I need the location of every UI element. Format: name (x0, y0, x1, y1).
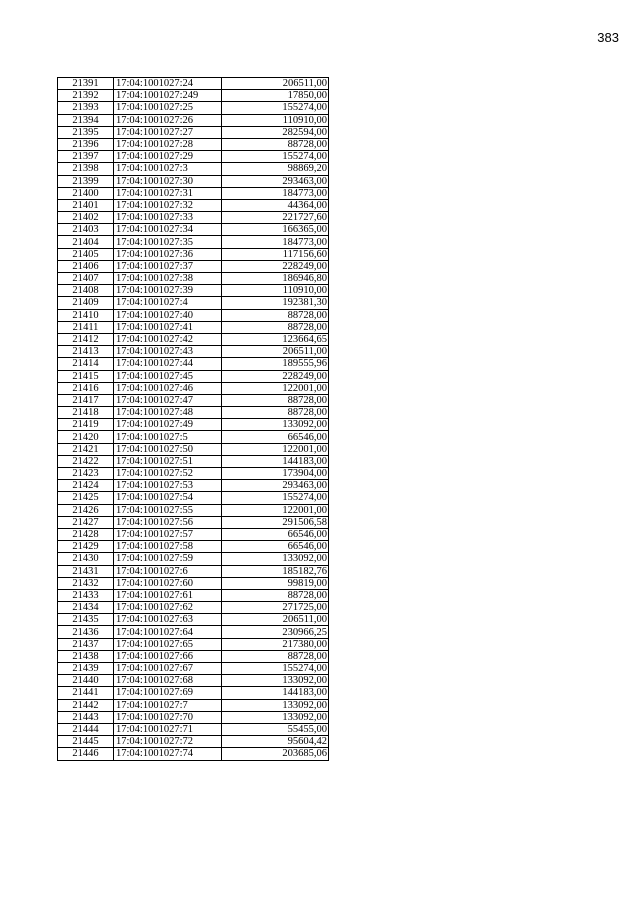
cadastral-number-cell: 17:04:1001027:43 (114, 346, 222, 358)
amount-cell: 293463,00 (222, 480, 329, 492)
cadastral-number-cell: 17:04:1001027:62 (114, 602, 222, 614)
cadastral-number-cell: 17:04:1001027:33 (114, 212, 222, 224)
amount-cell: 98869,20 (222, 163, 329, 175)
amount-cell: 122001,00 (222, 443, 329, 455)
table-row (58, 102, 329, 114)
table-row (58, 285, 329, 297)
row-number-cell: 21423 (58, 468, 114, 480)
cadastral-number-cell: 17:04:1001027:37 (114, 260, 222, 272)
amount-cell: 186946,80 (222, 273, 329, 285)
amount-cell: 99819,00 (222, 577, 329, 589)
cadastral-number-cell: 17:04:1001027:67 (114, 663, 222, 675)
amount-cell: 88728,00 (222, 321, 329, 333)
table-row (58, 224, 329, 236)
cadastral-number-cell: 17:04:1001027:74 (114, 748, 222, 760)
cadastral-number-cell: 17:04:1001027:63 (114, 614, 222, 626)
cadastral-number-cell: 17:04:1001027:36 (114, 248, 222, 260)
amount-cell: 88728,00 (222, 394, 329, 406)
row-number-cell: 21410 (58, 309, 114, 321)
row-number-cell: 21446 (58, 748, 114, 760)
amount-cell: 95604,42 (222, 736, 329, 748)
row-number-cell: 21394 (58, 114, 114, 126)
row-number-cell: 21409 (58, 297, 114, 309)
amount-cell: 184773,00 (222, 187, 329, 199)
amount-cell: 88728,00 (222, 650, 329, 662)
row-number-cell: 21400 (58, 187, 114, 199)
amount-cell: 133092,00 (222, 553, 329, 565)
table-row (58, 151, 329, 163)
cadastral-number-cell: 17:04:1001027:39 (114, 285, 222, 297)
table-row (58, 138, 329, 150)
row-number-cell: 21418 (58, 407, 114, 419)
table-row (58, 382, 329, 394)
table-row (58, 273, 329, 285)
row-number-cell: 21403 (58, 224, 114, 236)
amount-cell: 228249,00 (222, 370, 329, 382)
table-row (58, 626, 329, 638)
cadastral-number-cell: 17:04:1001027:38 (114, 273, 222, 285)
cadastral-number-cell: 17:04:1001027:64 (114, 626, 222, 638)
table-row (58, 528, 329, 540)
table-row (58, 394, 329, 406)
amount-cell: 155274,00 (222, 492, 329, 504)
amount-cell: 88728,00 (222, 589, 329, 601)
table-row (58, 419, 329, 431)
amount-cell: 217380,00 (222, 638, 329, 650)
row-number-cell: 21413 (58, 346, 114, 358)
cadastral-number-cell: 17:04:1001027:53 (114, 480, 222, 492)
table-row (58, 577, 329, 589)
row-number-cell: 21425 (58, 492, 114, 504)
table-row (58, 443, 329, 455)
amount-cell: 155274,00 (222, 663, 329, 675)
cadastral-number-cell: 17:04:1001027:44 (114, 358, 222, 370)
cadastral-number-cell: 17:04:1001027:27 (114, 126, 222, 138)
cadastral-number-cell: 17:04:1001027:45 (114, 370, 222, 382)
cadastral-number-cell: 17:04:1001027:51 (114, 455, 222, 467)
cadastral-number-cell: 17:04:1001027:71 (114, 723, 222, 735)
amount-cell: 88728,00 (222, 309, 329, 321)
amount-cell: 206511,00 (222, 346, 329, 358)
amount-cell: 110910,00 (222, 114, 329, 126)
table-row (58, 638, 329, 650)
table-row (58, 516, 329, 528)
cadastral-number-cell: 17:04:1001027:25 (114, 102, 222, 114)
amount-cell: 17850,00 (222, 90, 329, 102)
amount-cell: 117156,60 (222, 248, 329, 260)
table-row (58, 541, 329, 553)
cadastral-number-cell: 17:04:1001027:47 (114, 394, 222, 406)
cadastral-number-cell: 17:04:1001027:28 (114, 138, 222, 150)
amount-cell: 88728,00 (222, 138, 329, 150)
table-row (58, 650, 329, 662)
cadastral-number-cell: 17:04:1001027:41 (114, 321, 222, 333)
row-number-cell: 21424 (58, 480, 114, 492)
row-number-cell: 21401 (58, 199, 114, 211)
amount-cell: 66546,00 (222, 431, 329, 443)
amount-cell: 173904,00 (222, 468, 329, 480)
cadastral-number-cell: 17:04:1001027:24 (114, 78, 222, 90)
table-row (58, 602, 329, 614)
amount-cell: 206511,00 (222, 614, 329, 626)
table-row (58, 199, 329, 211)
row-number-cell: 21432 (58, 577, 114, 589)
row-number-cell: 21438 (58, 650, 114, 662)
table-row (58, 407, 329, 419)
table-row (58, 589, 329, 601)
table-row (58, 455, 329, 467)
table-row (58, 748, 329, 760)
amount-cell: 282594,00 (222, 126, 329, 138)
table-row (58, 114, 329, 126)
table-row (58, 321, 329, 333)
amount-cell: 133092,00 (222, 675, 329, 687)
table-row (58, 309, 329, 321)
row-number-cell: 21441 (58, 687, 114, 699)
row-number-cell: 21408 (58, 285, 114, 297)
cadastral-number-cell: 17:04:1001027:30 (114, 175, 222, 187)
cadastral-number-cell: 17:04:1001027:52 (114, 468, 222, 480)
table-row (58, 175, 329, 187)
row-number-cell: 21396 (58, 138, 114, 150)
cadastral-number-cell: 17:04:1001027:50 (114, 443, 222, 455)
cadastral-number-cell: 17:04:1001027:70 (114, 711, 222, 723)
table-row (58, 212, 329, 224)
row-number-cell: 21412 (58, 333, 114, 345)
cadastral-number-cell: 17:04:1001027:68 (114, 675, 222, 687)
cadastral-number-cell: 17:04:1001027:49 (114, 419, 222, 431)
cadastral-number-cell: 17:04:1001027:57 (114, 528, 222, 540)
row-number-cell: 21439 (58, 663, 114, 675)
amount-cell: 88728,00 (222, 407, 329, 419)
amount-cell: 144183,00 (222, 455, 329, 467)
cadastral-number-cell: 17:04:1001027:42 (114, 333, 222, 345)
amount-cell: 155274,00 (222, 102, 329, 114)
cadastral-number-cell: 17:04:1001027:46 (114, 382, 222, 394)
table-body (58, 78, 329, 761)
cadastral-number-cell: 17:04:1001027:4 (114, 297, 222, 309)
amount-cell: 66546,00 (222, 541, 329, 553)
row-number-cell: 21434 (58, 602, 114, 614)
table-row (58, 358, 329, 370)
amount-cell: 133092,00 (222, 699, 329, 711)
cadastral-number-cell: 17:04:1001027:31 (114, 187, 222, 199)
row-number-cell: 21393 (58, 102, 114, 114)
row-number-cell: 21445 (58, 736, 114, 748)
cadastral-number-cell: 17:04:1001027:249 (114, 90, 222, 102)
cadastral-number-cell: 17:04:1001027:48 (114, 407, 222, 419)
cadastral-number-cell: 17:04:1001027:59 (114, 553, 222, 565)
row-number-cell: 21433 (58, 589, 114, 601)
amount-cell: 293463,00 (222, 175, 329, 187)
amount-cell: 184773,00 (222, 236, 329, 248)
cadastral-number-cell: 17:04:1001027:55 (114, 504, 222, 516)
amount-cell: 230966,25 (222, 626, 329, 638)
table-row (58, 370, 329, 382)
row-number-cell: 21415 (58, 370, 114, 382)
table-row (58, 614, 329, 626)
row-number-cell: 21427 (58, 516, 114, 528)
row-number-cell: 21437 (58, 638, 114, 650)
cadastral-number-cell: 17:04:1001027:65 (114, 638, 222, 650)
table-row (58, 297, 329, 309)
cadastral-number-cell: 17:04:1001027:40 (114, 309, 222, 321)
data-table (57, 77, 329, 761)
amount-cell: 166365,00 (222, 224, 329, 236)
table-row (58, 260, 329, 272)
amount-cell: 133092,00 (222, 711, 329, 723)
row-number-cell: 21417 (58, 394, 114, 406)
row-number-cell: 21391 (58, 78, 114, 90)
amount-cell: 123664,65 (222, 333, 329, 345)
table-row (58, 163, 329, 175)
table-row (58, 346, 329, 358)
amount-cell: 192381,30 (222, 297, 329, 309)
amount-cell: 55455,00 (222, 723, 329, 735)
cadastral-number-cell: 17:04:1001027:32 (114, 199, 222, 211)
row-number-cell: 21406 (58, 260, 114, 272)
row-number-cell: 21407 (58, 273, 114, 285)
cadastral-number-cell: 17:04:1001027:60 (114, 577, 222, 589)
cadastral-number-cell: 17:04:1001027:61 (114, 589, 222, 601)
row-number-cell: 21429 (58, 541, 114, 553)
row-number-cell: 21405 (58, 248, 114, 260)
amount-cell: 291506,58 (222, 516, 329, 528)
row-number-cell: 21422 (58, 455, 114, 467)
cadastral-number-cell: 17:04:1001027:7 (114, 699, 222, 711)
row-number-cell: 21421 (58, 443, 114, 455)
row-number-cell: 21395 (58, 126, 114, 138)
table-row (58, 78, 329, 90)
row-number-cell: 21419 (58, 419, 114, 431)
cadastral-number-cell: 17:04:1001027:66 (114, 650, 222, 662)
table-row (58, 663, 329, 675)
page-number: 383 (597, 30, 619, 45)
table-row (58, 480, 329, 492)
table-row (58, 723, 329, 735)
row-number-cell: 21411 (58, 321, 114, 333)
cadastral-number-cell: 17:04:1001027:3 (114, 163, 222, 175)
table-row (58, 90, 329, 102)
table-row (58, 248, 329, 260)
table-row (58, 504, 329, 516)
amount-cell: 110910,00 (222, 285, 329, 297)
row-number-cell: 21420 (58, 431, 114, 443)
row-number-cell: 21430 (58, 553, 114, 565)
amount-cell: 189555,96 (222, 358, 329, 370)
cadastral-number-cell: 17:04:1001027:69 (114, 687, 222, 699)
row-number-cell: 21404 (58, 236, 114, 248)
table-row (58, 675, 329, 687)
table-row (58, 333, 329, 345)
row-number-cell: 21444 (58, 723, 114, 735)
table-row (58, 236, 329, 248)
amount-cell: 203685,06 (222, 748, 329, 760)
amount-cell: 133092,00 (222, 419, 329, 431)
cadastral-number-cell: 17:04:1001027:58 (114, 541, 222, 553)
row-number-cell: 21442 (58, 699, 114, 711)
amount-cell: 66546,00 (222, 528, 329, 540)
row-number-cell: 21443 (58, 711, 114, 723)
row-number-cell: 21426 (58, 504, 114, 516)
row-number-cell: 21414 (58, 358, 114, 370)
cadastral-number-cell: 17:04:1001027:35 (114, 236, 222, 248)
cadastral-number-cell: 17:04:1001027:5 (114, 431, 222, 443)
table-row (58, 468, 329, 480)
amount-cell: 122001,00 (222, 504, 329, 516)
cadastral-number-cell: 17:04:1001027:56 (114, 516, 222, 528)
table-row (58, 736, 329, 748)
amount-cell: 271725,00 (222, 602, 329, 614)
amount-cell: 144183,00 (222, 687, 329, 699)
amount-cell: 155274,00 (222, 151, 329, 163)
row-number-cell: 21399 (58, 175, 114, 187)
amount-cell: 122001,00 (222, 382, 329, 394)
cadastral-number-cell: 17:04:1001027:34 (114, 224, 222, 236)
amount-cell: 206511,00 (222, 78, 329, 90)
row-number-cell: 21402 (58, 212, 114, 224)
table-row (58, 565, 329, 577)
table-row (58, 431, 329, 443)
amount-cell: 185182,76 (222, 565, 329, 577)
cadastral-number-cell: 17:04:1001027:26 (114, 114, 222, 126)
row-number-cell: 21428 (58, 528, 114, 540)
amount-cell: 44364,00 (222, 199, 329, 211)
cadastral-number-cell: 17:04:1001027:54 (114, 492, 222, 504)
amount-cell: 221727,60 (222, 212, 329, 224)
cadastral-number-cell: 17:04:1001027:72 (114, 736, 222, 748)
table-row (58, 699, 329, 711)
amount-cell: 228249,00 (222, 260, 329, 272)
row-number-cell: 21440 (58, 675, 114, 687)
table-row (58, 492, 329, 504)
table-row (58, 553, 329, 565)
row-number-cell: 21392 (58, 90, 114, 102)
table-row (58, 126, 329, 138)
table-row (58, 687, 329, 699)
row-number-cell: 21398 (58, 163, 114, 175)
row-number-cell: 21397 (58, 151, 114, 163)
row-number-cell: 21436 (58, 626, 114, 638)
cadastral-number-cell: 17:04:1001027:6 (114, 565, 222, 577)
cadastral-number-cell: 17:04:1001027:29 (114, 151, 222, 163)
row-number-cell: 21416 (58, 382, 114, 394)
table-row (58, 711, 329, 723)
row-number-cell: 21431 (58, 565, 114, 577)
table-row (58, 187, 329, 199)
row-number-cell: 21435 (58, 614, 114, 626)
